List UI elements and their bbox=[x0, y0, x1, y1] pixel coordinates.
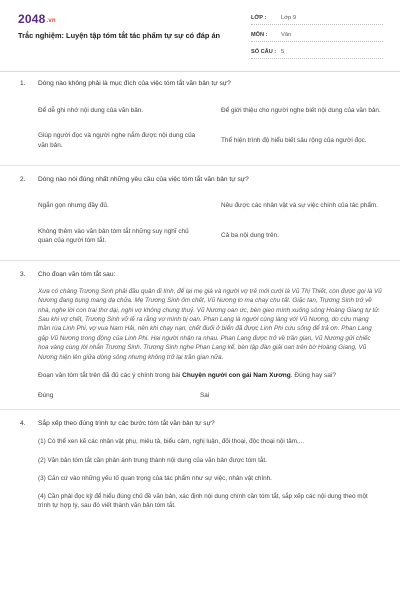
quiz-meta bbox=[251, 12, 383, 63]
question-divider bbox=[0, 260, 400, 261]
question-list bbox=[0, 79, 400, 510]
answer-option[interactable]: Không thêm vào văn bản tóm tắt những suy nghĩ chủ quan của người tóm tắt. bbox=[38, 227, 189, 245]
question-number: 1. bbox=[20, 80, 26, 87]
question-divider bbox=[0, 409, 400, 410]
meta-row-class bbox=[251, 12, 383, 25]
answer-option-true[interactable]: Đúng bbox=[38, 391, 54, 399]
prompt-text: . Đúng hay sai? bbox=[290, 372, 336, 380]
logo-text: 2048 bbox=[18, 12, 46, 26]
question-divider bbox=[0, 165, 400, 166]
site-logo[interactable] bbox=[18, 11, 56, 28]
prompt-text: Đoạn văn tóm tắt trên đã đủ các ý chính trong bài bbox=[38, 372, 183, 380]
question-2 bbox=[0, 175, 400, 252]
true-false-options bbox=[38, 391, 382, 400]
question-1 bbox=[0, 79, 400, 156]
step-item: (2) Văn bản tóm tắt cần phản ánh trung thành nội dung của văn bản được tóm tắt. bbox=[38, 456, 267, 464]
question-4 bbox=[0, 419, 400, 510]
step-item: (1) Có thể xen kẽ các nhân vật phụ, miêu tả, biểu cảm, nghị luận, đối thoại, độc thoại nội tâm,... bbox=[38, 438, 305, 446]
meta-value: Lớp 9 bbox=[281, 14, 297, 21]
header-divider bbox=[0, 71, 400, 72]
question-number: 3. bbox=[20, 271, 26, 279]
question-text: Dòng nào không phải là mục đích của việc tóm tắt văn bản tự sự? bbox=[38, 80, 231, 87]
answer-options bbox=[38, 191, 382, 251]
page-title: Trắc nghiệm: Luyện tập tóm tắt tác phẩm tự sự có đáp án bbox=[18, 31, 221, 40]
summary-passage: Xưa có chàng Trương Sinh phải đầu quân đi lính, để lại mẹ già và người vợ trẻ mới cưới là Vũ Thị Thiết, còn được gọi là Vũ Nương đang bụng mang dạ chửa. Mẹ Trương Sinh ốm chết, Vũ Nương lo ma chay chu tất. Giặc tan, Trương Sinh trở về nhà, nghe lời con trai thơ dại, nghi vợ không chung thuỷ. Vũ Nương oan ức, bèn gieo mình xuống sông Hoàng Giang tự tử. Sau khi vợ chết, Trương Sinh vỡ lẽ ra rằng vợ mình bị oan. Phan Lang là người cùng làng với Vũ Nương, do cứu mạng thần rùa Linh Phi, vợ vua Nam Hải, nên khi chạy nạn, chết đuối ở biển đã được Linh Phi cứu sống để trả ơn. Phan Lang gặp Vũ Nương trong động của Linh Phi. Hai người nhận ra nhau. Phan Lang được trở về trần gian, Vũ Nương gửi chiếc hoa vàng cùng lời nhắn Trương Sinh. Trương Sinh nghe Phan Lang kể, bèn lập đàn giải oan trên bờ Hoàng Giang, Vũ Nương hiện lên giữa dòng sông nhưng không trở lại trần gian nữa. bbox=[38, 287, 382, 361]
question-text: Cho đoạn văn tóm tắt sau: bbox=[38, 271, 116, 279]
meta-label: LỚP : bbox=[251, 14, 267, 21]
page-header bbox=[0, 0, 400, 68]
answer-option[interactable]: Giúp người đọc và người nghe nắm được nội dung của văn bản. bbox=[38, 132, 196, 149]
question-text: Dòng nào nói đúng nhất những yêu cầu của việc tóm tắt văn bản tự sự? bbox=[38, 175, 249, 183]
step-item: (4) Cần phải đọc kỹ để hiểu đúng chủ đề văn bản, xác định nội dung chính cần tóm tắt, sắp xếp các nội dung theo một trình tự hợp lý, sau đó viết thành văn bản tóm tắt. bbox=[38, 492, 368, 509]
question-3 bbox=[0, 270, 400, 400]
meta-value: Văn bbox=[281, 31, 292, 38]
meta-row-subject bbox=[251, 29, 383, 42]
answer-option[interactable]: Nêu được các nhân vật và sự việc chính của tác phẩm. bbox=[221, 202, 378, 210]
answer-option[interactable]: Để giới thiệu cho người nghe biết nội dung của văn bản. bbox=[221, 106, 381, 114]
meta-row-count bbox=[251, 46, 383, 59]
question-prompt bbox=[38, 371, 382, 380]
question-text: Sắp xếp theo đúng trình tự các bước tóm tắt văn bản tự sự? bbox=[38, 419, 215, 427]
story-title: Chuyện người con gái Nam Xương bbox=[182, 372, 291, 380]
answer-option[interactable]: Thể hiện trình độ hiểu biết sâu rộng của người đọc. bbox=[221, 136, 367, 144]
answer-option[interactable]: Ngắn gọn nhưng đầy đủ. bbox=[38, 202, 109, 210]
answer-option-false[interactable]: Sai bbox=[200, 391, 210, 399]
logo-suffix: .vn bbox=[46, 18, 56, 24]
answer-option[interactable]: Để dễ ghi nhớ nội dung của văn bản. bbox=[38, 106, 144, 114]
step-item: (3) Căn cứ vào những yếu tố quan trọng của tác phẩm như sự việc, nhân vật chính. bbox=[38, 474, 272, 482]
question-number: 2. bbox=[20, 175, 26, 183]
meta-label: SỐ CÂU : bbox=[251, 48, 277, 55]
meta-value: 5 bbox=[281, 48, 285, 55]
answer-options bbox=[38, 96, 382, 156]
answer-option[interactable]: Cả ba nội dung trên. bbox=[221, 232, 279, 240]
question-number: 4. bbox=[20, 419, 26, 427]
meta-label: MÔN : bbox=[251, 31, 268, 38]
